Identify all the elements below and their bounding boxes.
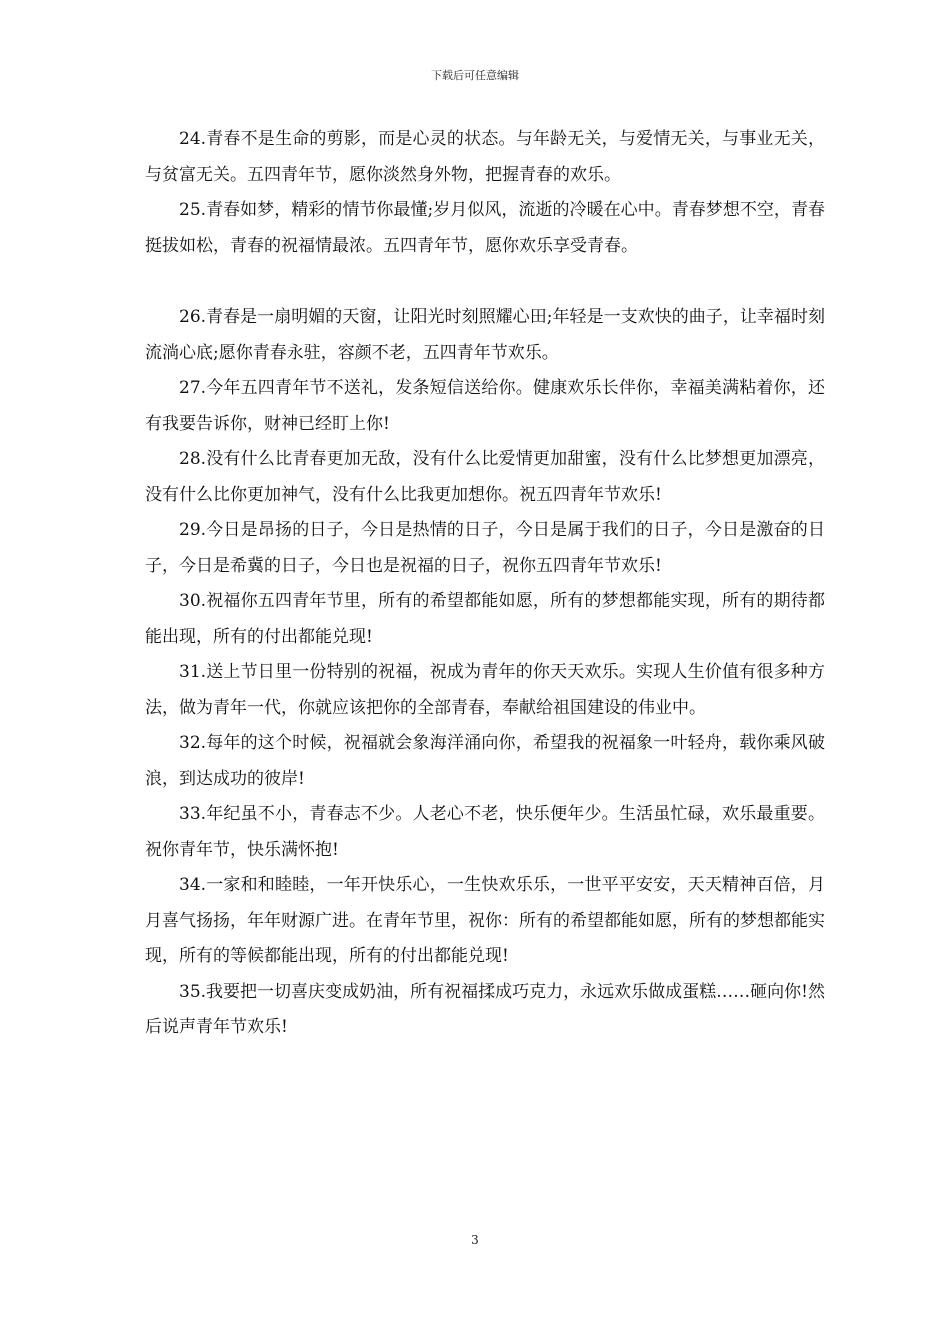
paragraph-28: 28.没有什么比青春更加无敌，没有什么比爱情更加甜蜜，没有什么比梦想更加漂亮，没有什么比你更加神气，没有什么比我更加想你。祝五四青年节欢乐!: [145, 449, 825, 505]
document-body: [145, 122, 825, 1046]
paragraph-25: 25.青春如梦，精彩的情节你最懂;岁月似风，流逝的冷暖在心中。青春梦想不空，青春挺拔如松，青春的祝福情最浓。五四青年节，愿你欢乐享受青春。: [145, 200, 825, 256]
paragraph-35: 35.我要把一切喜庆变成奶油，所有祝福揉成巧克力，永远欢乐做成蛋糕……砸向你!然后说声青年节欢乐!: [145, 981, 825, 1037]
page-number: 3: [471, 1233, 479, 1247]
paragraph-gap: [145, 264, 825, 300]
page-header: 下载后可任意编辑: [431, 69, 519, 82]
paragraph-32: 32.每年的这个时候，祝福就会象海洋涌向你，希望我的祝福象一叶轻舟，载你乘风破浪，到达成功的彼岸!: [145, 733, 825, 789]
paragraph-30: 30.祝福你五四青年节里，所有的希望都能如愿，所有的梦想都能实现，所有的期待都能出现，所有的付出都能兑现!: [145, 591, 825, 647]
paragraph-26: 26.青春是一扇明媚的天窗，让阳光时刻照耀心田;年轻是一支欢快的曲子，让幸福时刻流淌心底;愿你青春永驻，容颜不老，五四青年节欢乐。: [145, 307, 825, 363]
paragraph-24: 24.青春不是生命的剪影，而是心灵的状态。与年龄无关，与爱情无关，与事业无关，与贫富无关。五四青年节，愿你淡然身外物，把握青春的欢乐。: [145, 129, 825, 185]
paragraph-29: 29.今日是昂扬的日子，今日是热情的日子，今日是属于我们的日子，今日是激奋的日子，今日是希冀的日子，今日也是祝福的日子，祝你五四青年节欢乐!: [145, 520, 825, 576]
paragraph-34: 34.一家和和睦睦，一年开快乐心，一生快欢乐乐，一世平平安安，天天精神百倍，月月喜气扬扬，年年财源广进。在青年节里，祝你：所有的希望都能如愿，所有的梦想都能实现，所有的等候都能出现，所有的付出都能兑现!: [145, 875, 825, 966]
paragraph-33: 33.年纪虽不小，青春志不少。人老心不老，快乐便年少。生活虽忙碌，欢乐最重要。祝你青年节，快乐满怀抱!: [145, 804, 825, 860]
paragraph-27: 27.今年五四青年节不送礼，发条短信送给你。健康欢乐长伴你，幸福美满粘着你，还有我要告诉你，财神已经盯上你!: [145, 378, 825, 434]
paragraph-31: 31.送上节日里一份特别的祝福，祝成为青年的你天天欢乐。实现人生价值有很多种方法，做为青年一代，你就应该把你的全部青春，奉献给祖国建设的伟业中。: [145, 662, 825, 718]
